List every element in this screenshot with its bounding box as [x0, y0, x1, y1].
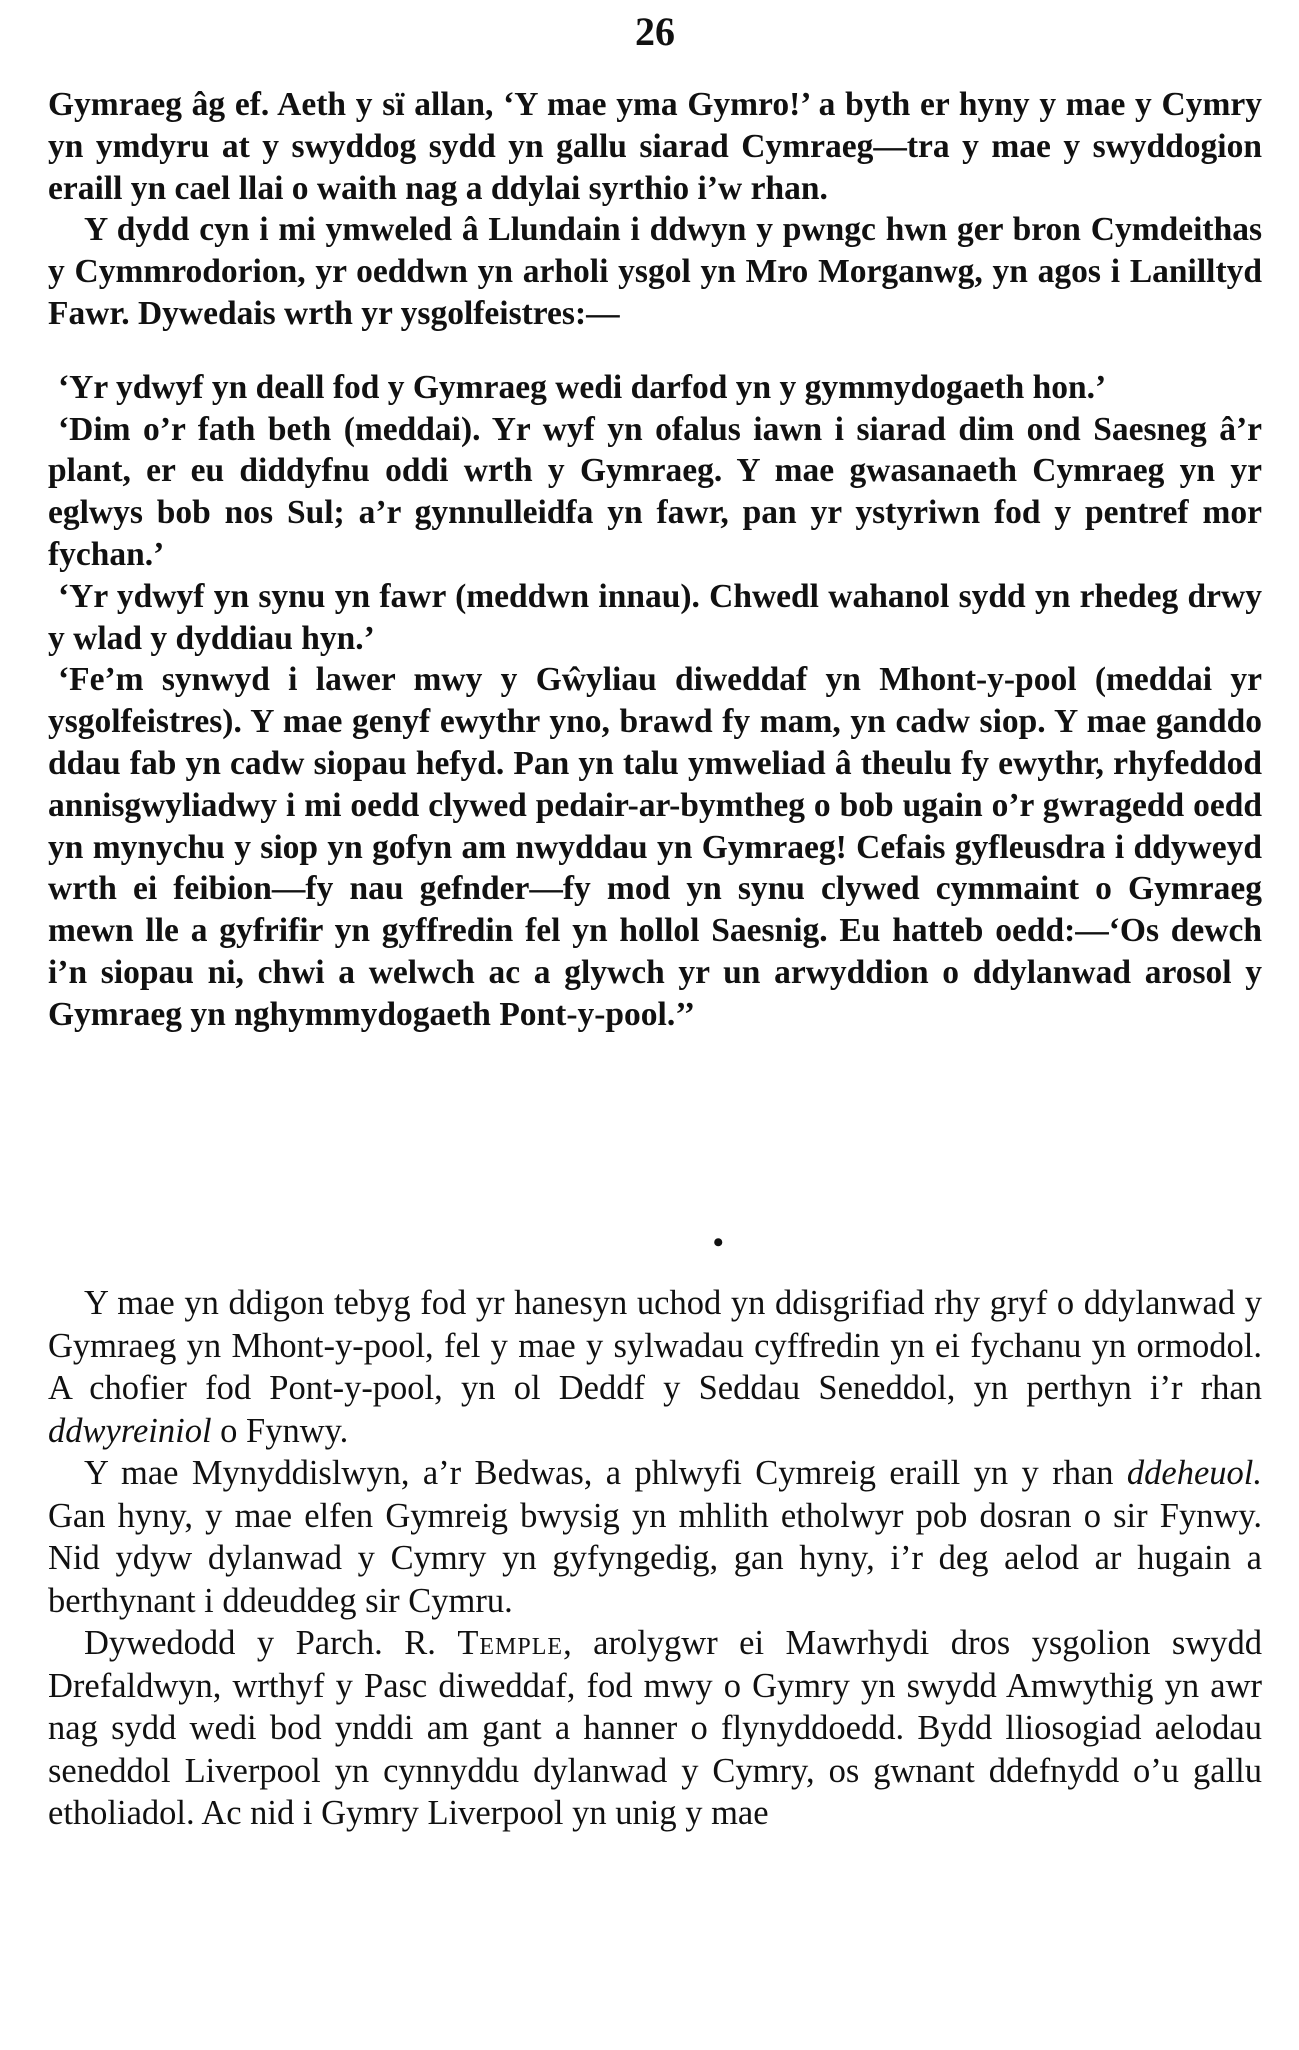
paragraph: Gymraeg âg ef. Aeth y sï allan, ‘Y mae yma Gymro!’ a byth er hyny y mae y Cymry yn ymdyru at y swyddog sydd yn gallu siarad Cymraeg—tra y mae y swyddogion eraill yn cael llai o waith nag a ddylai syrthio i’w rhan.	[48, 86, 1262, 207]
quote-paragraph: ‘Dim o’r fath beth (meddai). Yr wyf yn ofalus iawn i siarad dim ond Saesneg â’r plant, er eu diddyfnu oddi wrth y Gymraeg. Y mae gwasanaeth Cymraeg yn yr eglwys bob nos Sul; a’r gynnulleidfa yn fawr, pan yr ystyriwn fod y pentref mor fychan.’	[48, 410, 1262, 573]
paragraph: Y mae yn ddigon tebyg fod yr hanesyn uchod yn ddisgrifiad rhy gryf o ddylanwad y Gymraeg yn Mhont-y-pool, fel y mae y sylwadau cyffredin yn ei fychanu yn ormodol. A chofier fod Pont-y-pool, yn ol Deddf y Seddau Seneddol, yn perthyn i’r rhan ddwyreiniol o Fynwy.	[48, 1284, 1262, 1450]
print-speck: •	[713, 1226, 724, 1259]
page-number: 26	[635, 9, 675, 54]
book-page	[48, 0, 1262, 2050]
paragraph: Y mae Mynyddislwyn, a’r Bedwas, a phlwyfi Cymreig eraill yn y rhan ddeheuol. Gan hyny, y mae elfen Gymreig bwysig yn mhlith etholwyr pob dosran o sir Fynwy. Nid ydyw dylanwad y Cymry yn gyfyngedig, gan hyny, i’r deg aelod ar hugain a berthynant i ddeuddeg sir Cymru.	[48, 1454, 1263, 1620]
quote-paragraph: ‘Fe’m synwyd i lawer mwy y Gŵyliau diweddaf yn Mhont-y-pool (meddai yr ysgolfeistres). Y mae genyf ewythr yno, brawd fy mam, yn cadw siop. Y mae ganddo ddau fab yn cadw siopau hefyd. Pan yn talu ymweliad â theulu fy ewythr, rhyfeddod annisgwyliadwy i mi oedd clywed pedair-ar-bymtheg o bob ugain o’r gwragedd oedd yn mynychu y siop yn gofyn am nwyddau yn Gymraeg! Cefais gyfleusdra i ddyweyd wrth ei feibion—fy nau gefnder—fy mod yn synu clywed cymmaint o Gymraeg mewn lle a gyfrifir yn gyffredin fel yn hollol Saesnig. Eu hatteb oedd:—‘Os dewch i’n siopau ni, chwi a welwch ac a glywch yr un arwyddion o ddylanwad arosol y Gymraeg yn nghymmydogaeth Pont-y-pool.’’	[48, 661, 1262, 1033]
person-name: Temple	[457, 1624, 564, 1662]
italic-word: ddwyreiniol	[48, 1411, 212, 1450]
quote-paragraph: ‘Yr ydwyf yn deall fod y Gymraeg wedi darfod yn y gymmydogaeth hon.’	[58, 368, 1107, 406]
bold-text-section	[48, 84, 1262, 1036]
regular-text-section	[48, 1282, 1262, 1835]
italic-word: ddeheuol.	[1126, 1454, 1263, 1492]
quote-paragraph: ‘Yr ydwyf yn synu yn fawr (meddwn innau). Chwedl wahanol sydd yn rhedeg drwy y wlad y dyddiau hyn.’	[48, 577, 1262, 657]
paragraph: Dywedodd y Parch. R. Temple, arolygwr ei Mawrhydi dros ysgolion swydd Drefaldwyn, wrthyf y Pasc diweddaf, fod mwy o Gymry yn swydd Amwythig yn awr nag sydd wedi bod ynddi am gant a hanner o flynyddoedd. Bydd lliosogiad aelodau seneddol Liverpool yn cynnyddu dylanwad y Cymry, os gwnant ddefnydd o’u gallu etholiadol. Ac nid i Gymry Liverpool yn unig y mae	[48, 1624, 1262, 1832]
paragraph: Y dydd cyn i mi ymweled â Llundain i ddwyn y pwngc hwn ger bron Cymdeithas y Cymmrodorion, yr oeddwn yn arholi ysgol yn Mro Morganwg, yn agos i Lanilltyd Fawr. Dywedais wrth yr ysgolfeistres:—	[48, 211, 1262, 332]
